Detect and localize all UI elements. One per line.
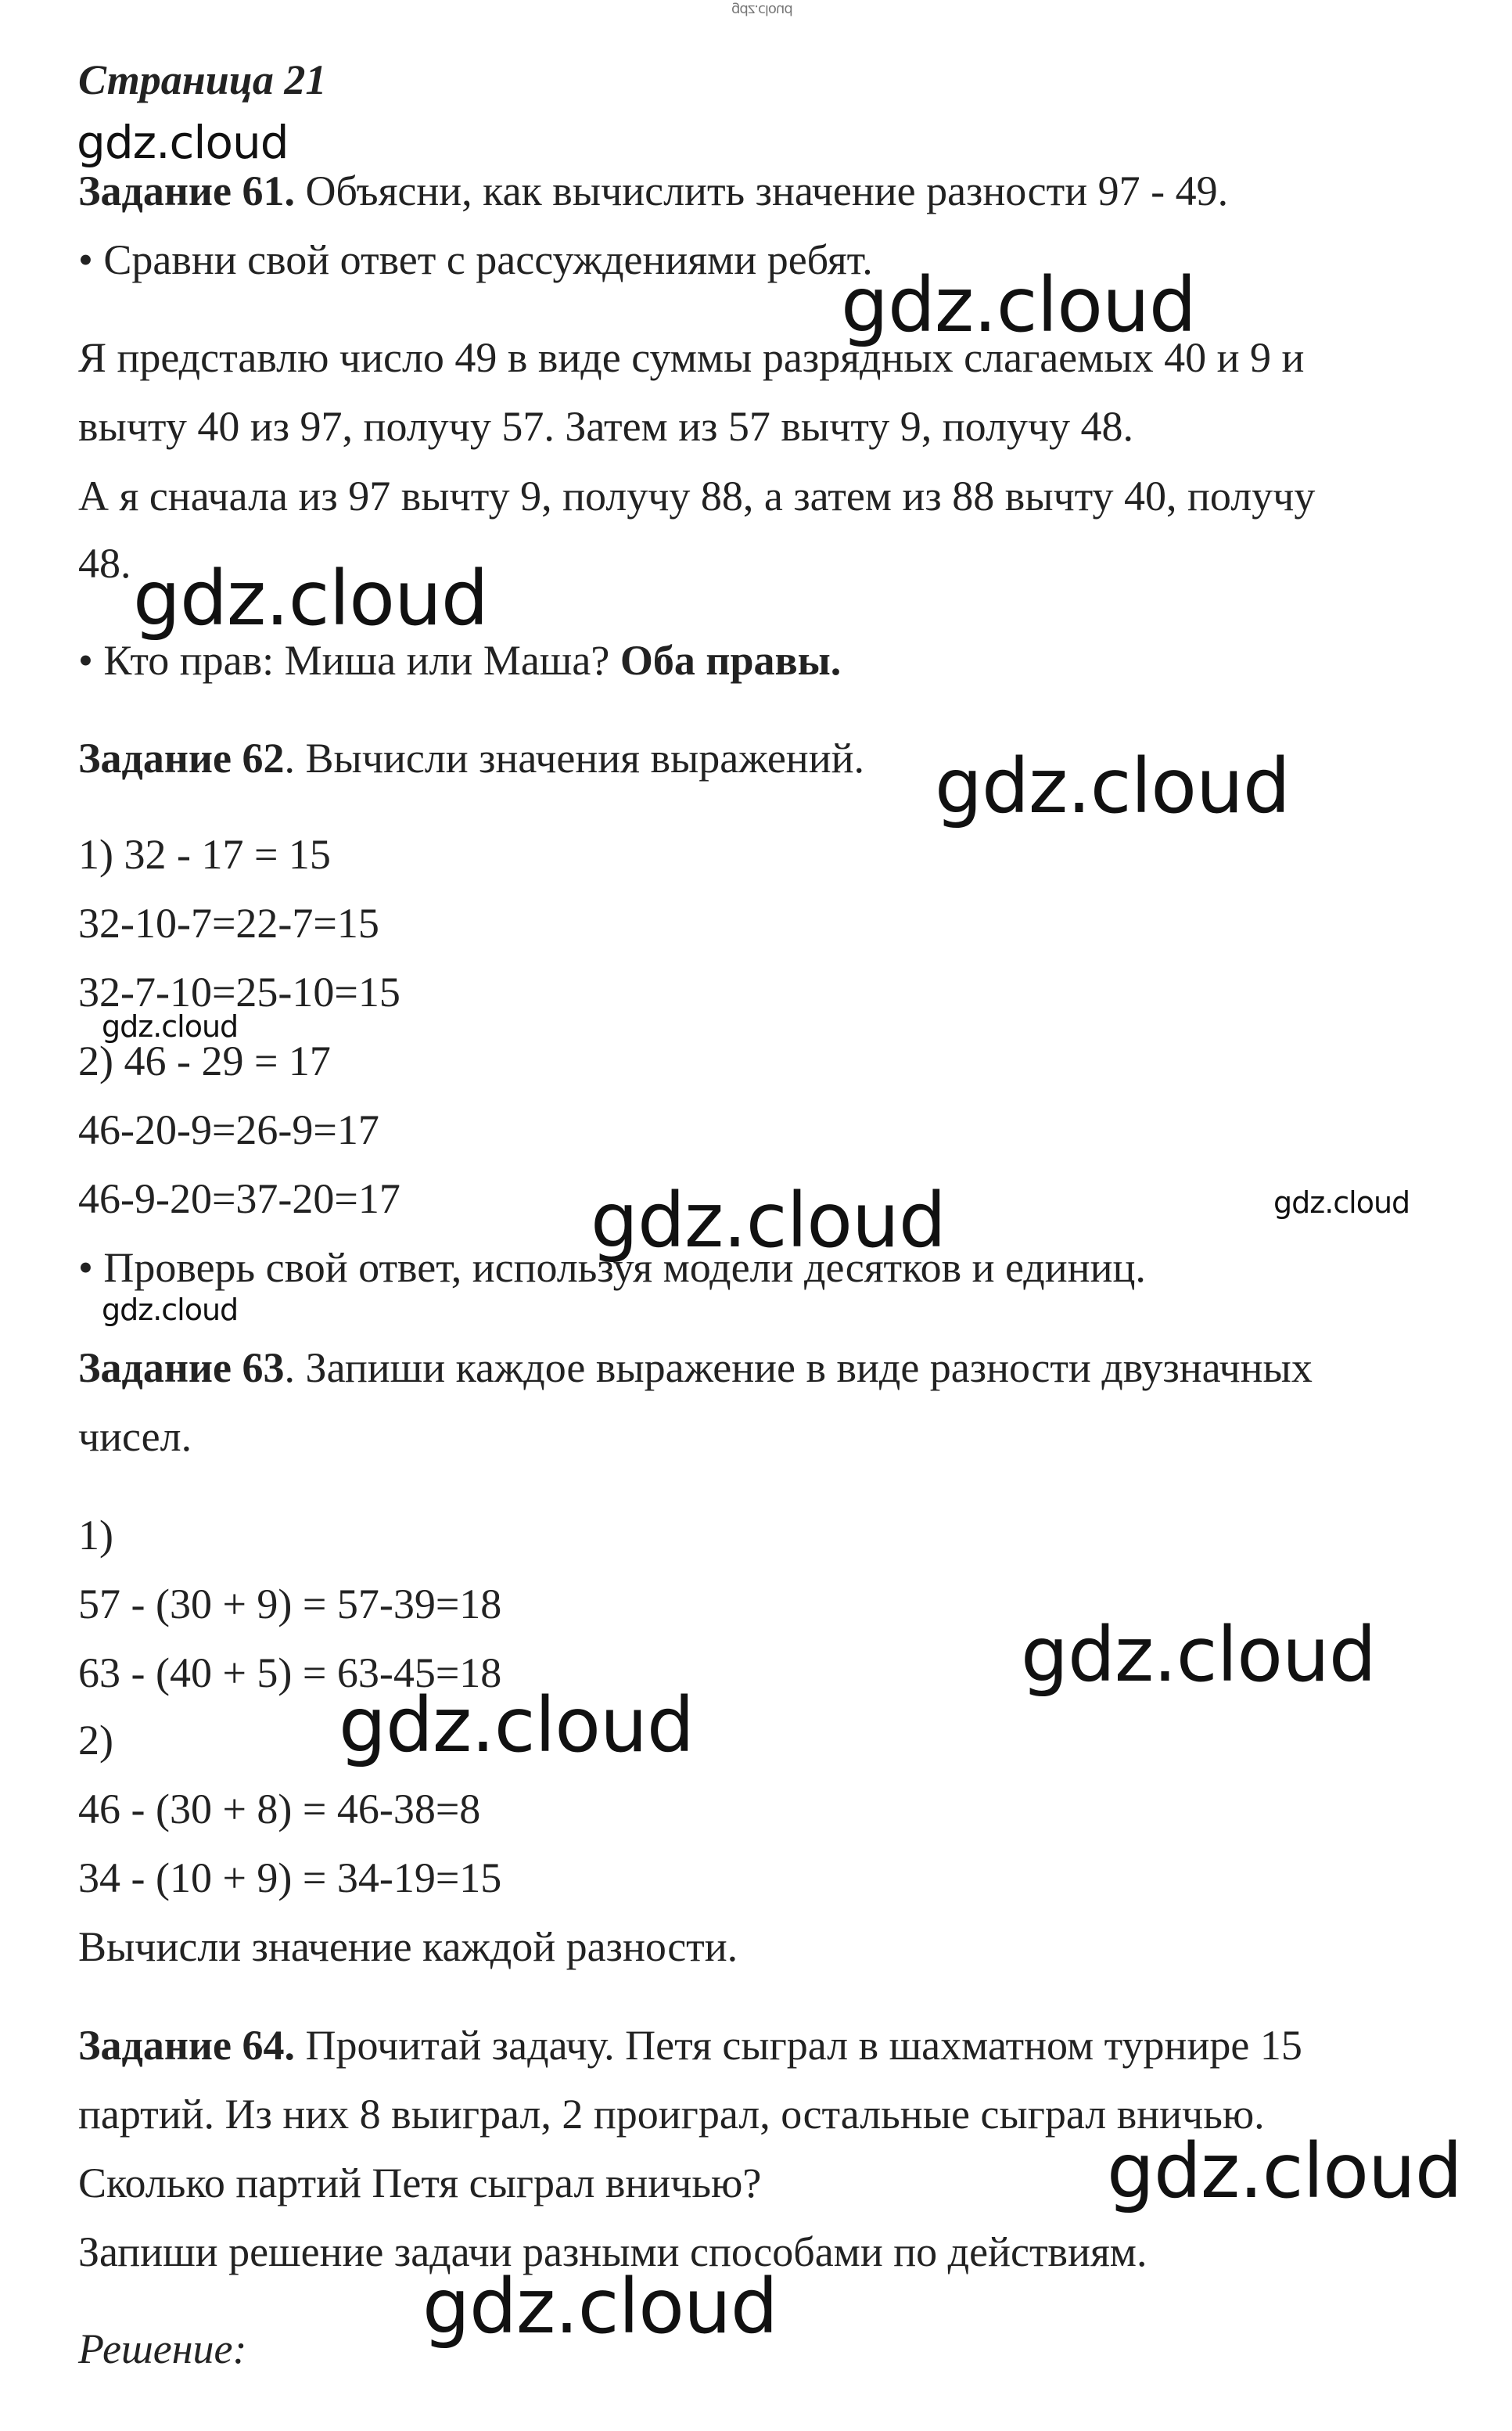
task61-heading (78, 166, 1465, 216)
task63-calc: Вычисли значение каждой разности. (78, 1923, 738, 1970)
task61-label: Задание 61. (78, 167, 296, 214)
task61-text: Объясни, как вычислить значение разности 97 - 49. (295, 167, 1229, 214)
task63-label: Задание 63 (78, 1344, 285, 1391)
task64-label: Задание 64. (78, 2022, 296, 2069)
task64-line3: Сколько партий Петя сыграл вничью? (78, 2159, 762, 2206)
task61-para2-line1: А я сначала из 97 вычту 9, получу 88, а затем из 88 вычту 40, получу (78, 473, 1316, 520)
site-label: gdz.cloud (77, 116, 289, 169)
task63-line: 46 - (30 + 8) = 46-38=8 (78, 1785, 481, 1832)
watermark: gdz.cloud (841, 261, 1196, 349)
task62-label: Задание 62 (78, 735, 285, 782)
watermark: gdz.cloud (1273, 1185, 1410, 1220)
task63-line: 63 - (40 + 5) = 63-45=18 (78, 1649, 502, 1696)
task61-who (78, 635, 1465, 685)
watermark: gdz.cloud (102, 1009, 239, 1044)
watermark: gdz.cloud (133, 555, 488, 642)
task62-line: 1) 32 - 17 = 15 (78, 831, 331, 878)
task61-question: • Кто прав: Миша или Маша? (78, 637, 620, 684)
task62-check: • Проверь свой ответ, используя модели десятков и единиц. (78, 1244, 1146, 1291)
task64-line4: Запиши решение задачи разными способами по действиям. (78, 2228, 1147, 2275)
task63-line: 57 - (30 + 9) = 57-39=18 (78, 1581, 502, 1627)
watermark: gdz.cloud (1107, 2127, 1462, 2215)
task64-line2: партий. Из них 8 выиграл, 2 проиграл, остальные сыграл вничью. (78, 2091, 1265, 2138)
task64-solution-label: Решение: (78, 2325, 247, 2372)
task61-compare: • Сравни свой ответ с рассуждениями ребят. (78, 236, 873, 283)
task62-line: 2) 46 - 29 = 17 (78, 1037, 331, 1084)
task61-para2-line2: 48. (78, 540, 131, 587)
top-watermark: gdz.cloud (731, 2, 792, 18)
task61-para1-line1: Я представлю число 49 в виде суммы разрядных слагаемых 40 и 9 и (78, 334, 1305, 381)
task63-line: 2) (78, 1717, 113, 1764)
task63-text: . Запиши каждое выражение в виде разности двузначных (284, 1344, 1313, 1391)
task62-line: 46-20-9=26-9=17 (78, 1106, 379, 1153)
task63-heading (78, 1343, 1465, 1393)
task62-text: . Вычисли значения выражений. (284, 735, 864, 782)
watermark: gdz.cloud (339, 1681, 694, 1769)
task64-heading (78, 2020, 1465, 2070)
task61-answer: Оба правы. (620, 637, 842, 684)
watermark: gdz.cloud (935, 743, 1290, 830)
page-title: Страница 21 (78, 56, 327, 103)
task62-line: 46-9-20=37-20=17 (78, 1175, 400, 1222)
watermark: gdz.cloud (1021, 1611, 1376, 1699)
task63-line: 34 - (10 + 9) = 34-19=15 (78, 1854, 502, 1901)
watermark: gdz.cloud (591, 1177, 946, 1264)
watermark: gdz.cloud (422, 2263, 778, 2350)
task62-line: 32-7-10=25-10=15 (78, 969, 400, 1016)
task63-text-line2: чисел. (78, 1413, 192, 1460)
task62-line: 32-10-7=22-7=15 (78, 900, 379, 947)
task63-line: 1) (78, 1512, 113, 1559)
task64-text: Прочитай задачу. Петя сыграл в шахматном турнире 15 (295, 2022, 1302, 2069)
watermark: gdz.cloud (102, 1293, 239, 1327)
task61-para1-line2: вычту 40 из 97, получу 57. Затем из 57 вычту 9, получу 48. (78, 403, 1134, 450)
